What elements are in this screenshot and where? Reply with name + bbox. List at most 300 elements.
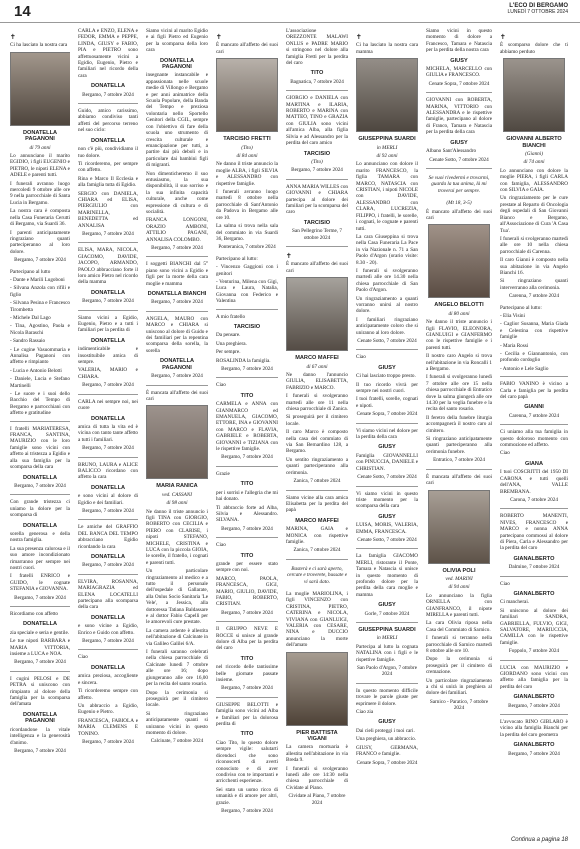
deceased-subtitle: (Tito) xyxy=(241,144,253,151)
deceased-name: GIANALBERTO xyxy=(513,555,555,562)
notice-text: Ciao xyxy=(500,450,510,457)
deceased-name: TARCISIO xyxy=(303,219,331,226)
deceased-name: DONATELLA xyxy=(22,522,58,529)
participant: - Lucia e Antonio Belotti xyxy=(10,367,62,374)
participant: - Dante e Marili Lugoboni xyxy=(10,276,65,283)
notice-text: Il nostro caro Angelo si trova nell'abitazione in via Roncalli 1 a Bergamo. xyxy=(426,353,492,372)
notice-text: FRANCESCA, FABIOLA e MARIA CLEMENS E TONINO. xyxy=(78,717,138,737)
notice-text: per i sorrisi e l'allegria che mi hai donato. xyxy=(216,489,278,503)
notice-date: Foppolo, 7 ottobre 2024 xyxy=(508,648,560,655)
notice-text: I fratelli MARIATERESA, FRANCA, SANTINA, MAURIZIO con le loro famiglie sono vicini con affetto ai tristezza a Egidio e alla sua famiglia per la scomparsa della cara xyxy=(10,425,70,471)
divider xyxy=(356,423,418,424)
divider xyxy=(426,168,492,169)
deceased-age: di 67 anni xyxy=(306,363,328,370)
notice-intro: È mancato all'affetto dei suoi cari xyxy=(426,208,492,221)
column-7 xyxy=(426,28,492,828)
notice-text: I familiari ringraziano anticipatamente coloro che si uniranno al loro dolore. xyxy=(356,316,418,336)
participant: - Le suore e i suoi dello Bacchio del Tempo di Bergamo e parrocchiani con affetto e gratitudine xyxy=(10,391,70,417)
notice-date: Bergamo, 7 ottobre 2024 xyxy=(221,807,273,814)
deceased-name: GIUSEPPINA SUARDI xyxy=(358,136,416,143)
notice-text: FABIO VANINO è vicino a Carla e famiglia per la perdita del caro papà xyxy=(500,381,568,401)
notice-text: Lo annunciano con dolore la moglie PIERA, i figli CARLA con famiglia, ALESSANDRO con SILVIA e GAIA. xyxy=(500,167,568,194)
deceased-name: DONATELLA xyxy=(22,621,58,628)
notice-text: Siamo vicini in questo momento di dolore a Francesco, Tamara e Natascia per la perdita della nostra cara xyxy=(426,28,492,54)
notice-text: Ti abbraccio forte ad Alba, Silvia e Alessandro. SILVANA. xyxy=(216,504,278,524)
notice-date: Zanica, 7 ottobre 2024 xyxy=(293,547,341,554)
participant: - Antonio e Lele Saglio xyxy=(500,365,549,372)
divider xyxy=(286,490,348,491)
notice-text: Con grande tristezza ci uniamo la dolore per la scomparsa di xyxy=(10,499,70,519)
notice-text: Il caro Marco è composto nella casa del commiato di via San Bernardino 128, a Bergamo. xyxy=(286,429,348,455)
notice-text: I funerali si svolgeranno martedì alle ore 11 nella chiesa parrocchiale di Zanica. xyxy=(286,393,348,413)
notice-date: Cenate Sopra, 7 ottobre 2024 xyxy=(356,759,418,766)
notice-text: MICHELA, MARCELLO con GIULIA e FRANCESCO. xyxy=(426,66,492,79)
notice-text: Un ringraziamento a quanti vorranno unirsi al nostro dolore. xyxy=(356,295,418,315)
notice-text: I funerali avranno luogo mercoledì 9 ottobre alle ore 9 nella parrocchiale di Santa Lucia in Bergamo. xyxy=(10,180,70,206)
notice-text: Le amiche del GRAFFIO DEL BANCA DEL TEMPO abbracciano Egidio ricordando la cara xyxy=(78,524,138,550)
notice-text: Un particolare ringraziamento a chi si unirà in preghiera al dolore dei familiari. xyxy=(426,677,492,697)
publication-name: L'ECO DI BERGAMO xyxy=(509,3,568,9)
participant: - Daniele, Lucia e Stefano Martinelli xyxy=(10,376,70,389)
notice-date: Bergamo, 7 ottobre 2024 xyxy=(221,609,273,616)
divider xyxy=(356,486,418,487)
notice-text: amica di tutta la vita ed è vicina con tanto tante affetto a tutti i familiari. xyxy=(78,423,138,443)
divider xyxy=(356,683,418,684)
deceased-name: DONATELLA xyxy=(90,484,126,491)
notice-date: Bagnatica, 7 ottobre 2024 xyxy=(290,78,344,85)
notice-text: MARINA, GAIA e MONICA con rispettive famiglie. xyxy=(286,526,348,545)
notice-text: I soggetti BIANCHI dal 5° piano sono vicini a Egidio e figli per la morte della cara moglie e mamma xyxy=(146,261,208,287)
notice-text: Dopo la cerimonia si proseguirà per il cimitero locale. xyxy=(146,689,208,709)
notice-date: Bergamo, 7 ottobre 2024 xyxy=(82,507,134,514)
portrait-photo xyxy=(428,490,490,564)
participants-heading: Partecipano al lutto xyxy=(10,268,51,275)
deceased-name: GIANA xyxy=(524,460,544,467)
notice-text: Siamo vicine alla cara amica Elisabetta per la perdita del papà xyxy=(286,494,348,514)
participant: - Le cugine Vasuommaria e Annalisa Paganoni con affetto e rimpianto xyxy=(10,346,70,366)
notice-text: I parenti anticipatamente ringraziano quanti parteciperanno al loro dolore. xyxy=(10,229,70,255)
cross-icon: ✝ xyxy=(10,33,16,41)
deceased-name: DONATELLA BIANCHI xyxy=(147,291,207,298)
notice-text: I funerali si svolgeranno martedì alle ore 14.30 nella chiesa parrocchiale di San Paolo d'Argon. xyxy=(356,267,418,294)
notice-text: Ne danno il triste annuncio la moglie ALBA, i figli SILVIA e ALESSANDRO con rispettive famiglie. xyxy=(216,161,278,187)
quote-text: Se vuoi rivedermi e trovarmi, guarda la tua anima, là mi troverai per sempre. xyxy=(428,174,490,194)
notice-text: ricordandone la vitale intelligenza e la generosità d'animo. xyxy=(10,726,70,746)
participant: - Tina, Agostino, Paola e Nicola Baraschi xyxy=(10,323,70,336)
notice-text: ELVIRA, ROSANNA, MARIAGRAZIA ed ELENA LOCATELLI partecipano alla scomparsa della cara xyxy=(78,578,138,611)
deceased-subtitle: in MERLI xyxy=(376,635,398,642)
divider xyxy=(500,576,568,577)
notice-date: Cenate Sotto, 7 ottobre 2024 xyxy=(357,338,417,344)
notice-text: e sono vicini al dolore di Egidio e dei familiari. xyxy=(78,493,138,506)
divider xyxy=(78,103,138,104)
notice-text: Ciao xyxy=(216,542,226,549)
notice-date: Bergamo, 7 ottobre 2024 xyxy=(82,298,134,305)
deceased-name: DONATELLA xyxy=(90,83,126,90)
deceased-name: GIUSY xyxy=(378,602,396,609)
notice-text: I cugini PELOSI e DE PETRA si uniscono con rimpianto al dolore della famiglia per la scomparsa dell'amata xyxy=(10,675,70,708)
notice-date: Cenate Sotto, 7 ottobre 2024 xyxy=(357,536,417,543)
notice-text: Ciao xyxy=(356,354,366,361)
notice-text: SERGIO con DANIELA, CHIARA ed ELISA, PIERGIULIO con MARINELLA, BENEDETTA ed ANNALISA xyxy=(78,190,138,229)
notice-date: Entratico, 7 ottobre 2024 xyxy=(433,457,485,464)
deceased-age: di 94 anni xyxy=(448,584,470,591)
notice-date: Gorle, 7 ottobre 2024 xyxy=(364,610,410,617)
notice-text: Il tuo ricordo vivrà per sempre nei nostri cuori. xyxy=(356,381,418,395)
notice-text: Si proseguirà per il cimitero locale. xyxy=(286,414,348,427)
notice-text: Il GRUPPO NEVE E ROCCE si unisce al grande dolore di Alba per la perdita del caro xyxy=(216,626,278,652)
notice-date: San Pellegrino Terme, 7 ottobre 2024 xyxy=(292,228,342,241)
notice-intro: È scomparso dolore che ti abbiamo perduto xyxy=(500,42,568,55)
participant: - Caglior Susanna, Maria Giada e Celestina con rispettive famiglie xyxy=(500,321,568,341)
deceased-name: GIANALBERTO xyxy=(513,590,555,597)
notice-text: Lo annunciano con dolore il marito FRANCESCO, la figlia TAMARA con MARCO, NATASCIA con CRISTIAN, i nipoti NICOLE con DAVIDE, ALESSANDRO con CLARA, LUCREZIA, FILIPPO, i fratelli, le sorelle, i cognati, le cognate e parenti tutti. xyxy=(356,161,418,232)
divider xyxy=(10,421,70,422)
notice-text: Le tue nipoti BARBARA e MARIA VITTORIA, insieme a LUCA e NOA. xyxy=(10,638,70,658)
deceased-name: GIANALBERTO xyxy=(513,742,555,749)
notice-text: amica preziosa, accogliente e sincera. xyxy=(78,673,138,686)
notice-text: CARMELA e ANNA con GIANMARCO ed EMANUELA, GIACOMO, ETTORE, INA e GIOVANNI con MARCO e FLAVIA, GABRIELE e ROBERTA, GIOVANNI e TIZIANA con le rispettive famiglie. xyxy=(216,401,278,453)
notice-intro: È mancata all'affetto dei suoi cari xyxy=(146,389,208,402)
notice-text: insegnante instancabile e appassionata nelle scuole medie di Villongo e Bergamo e per anni animatrice della Scuola Popolare, della Banda del Tempo e preziosa volontaria nello Sportello Genitori della CGIL, sempre con l'obiettivo di fare della scuola uno strumento di crescita culturale e emancipazione per tutti, a partire dai più deboli e in particolare dai bambini figli di migranti. xyxy=(146,72,208,169)
notice-text: La cara Olivia riposa nella Casa del Commiato di Sarnico. xyxy=(426,620,492,633)
notice-text: CARLA nei sempre noi, nei cuore xyxy=(78,398,138,412)
notice-text: Un ringraziamento per le cure prestate al Reparto di Oncologia degli ospedali di San Giovanni Bianco e Bergamo, all'Associazione di Cura 'A Casa Tua'. xyxy=(500,195,568,234)
deceased-age: di 74 anni xyxy=(523,159,545,166)
quote-text: Basterà e ci sarà aperto, cercate e troverete, bussate e vi sarà dato. xyxy=(286,565,348,585)
notice-text: Per sempre. xyxy=(216,349,241,356)
divider xyxy=(356,622,418,623)
divider xyxy=(146,256,208,257)
deceased-name: GIUSY xyxy=(450,139,468,146)
notice-text: La salma si trova nella sala del commiato in via Suardi 36, Bergamo. xyxy=(216,223,278,242)
divider xyxy=(356,548,418,549)
notice-text: e sono vicine a Egidio, Enrico e Guido con affetto. xyxy=(78,623,138,636)
divider xyxy=(216,621,278,622)
deceased-name: GIOVANNI ALBERTO BIANCHI xyxy=(506,136,562,149)
deceased-name: TITO xyxy=(240,392,254,399)
divider xyxy=(146,385,208,386)
deceased-name: TARCISIO xyxy=(233,323,261,330)
column-3 xyxy=(146,28,208,828)
notice-text: L'avvocato RINO GIBLARO è vicino alla famiglia Bianchi per la perdita del caro geometra xyxy=(500,719,568,738)
notice-text: VALERIA, MARIO e CHIARA. xyxy=(78,367,138,380)
notice-date: Bergamo, 7 ottobre 2024 xyxy=(221,525,273,532)
notice-text: Dopo la cerimonia si proseguirà per il cimitero di cremazione. xyxy=(426,656,492,676)
notice-text: nel ricordo delle tantissime belle giornate passate insieme. xyxy=(216,664,278,684)
deceased-name: MARIA RANICA xyxy=(156,483,198,490)
column-4 xyxy=(216,28,278,828)
portrait-photo xyxy=(286,277,348,351)
notice-text: La cara Giuseppina si trova nella Casa Funeraria La Pace in via Nazionale n. 71 a San Paolo d'Argon (orario visite: 8.30 - 20). xyxy=(356,233,418,266)
divider xyxy=(500,376,568,377)
notice-text: Lo annunciano la figlia ORNELLA con GIANFRANCO, il nipote MIRELLA e parenti tutti. xyxy=(426,592,492,618)
notice-text: sorella generosa e della nostra famiglia. xyxy=(10,530,70,544)
notice-text: La sua presenza calorosa e il suo amore incondizionato rimarranno per sempre nei nostri cuori. xyxy=(10,545,70,571)
notice-text: La moglie MARIOLINA, i figli VINCENZO con CRISTINA, PIETRO, CATERINA e NICOLA, VIVIANA con GIANLUIGI, VALERIA con CESARE, NINA e DUCCIO annunciano la morte dell'amato xyxy=(286,590,348,649)
deceased-name: TITO xyxy=(310,70,324,77)
notice-text: Ci uniamo alla tua famiglia in questo doloroso momento con commozione ed affetto. xyxy=(500,429,568,449)
notice-text: Non dimenticheremo il suo entusiasmo, la sua disponibilità, il suo sorriso e la sua infinita capacità culturale, anche come espressione di cultura e di socialità. xyxy=(146,170,208,215)
deceased-name: GIUSY xyxy=(378,719,396,726)
divider xyxy=(78,394,138,395)
portrait-photo xyxy=(503,58,565,132)
divider xyxy=(78,519,138,520)
deceased-age: di 98 anni xyxy=(166,500,188,507)
notice-date: Carona, 7 ottobre 2024 xyxy=(510,496,558,503)
notice-date: Cenate Sopra, 7 ottobre 2024 xyxy=(428,80,490,87)
notice-text: I funerali avranno luogo martedì 8 ottobre nella parrocchiale di Sant'Antonio da Padova in Bergamo alle ore 10. xyxy=(216,189,278,221)
notice-text: La camera mortuaria è allestita nell'abitazione in via Breda 9. xyxy=(286,744,348,764)
participants-heading: Partecipano al lutto: xyxy=(216,255,258,262)
notice-intro: Ci ha lasciato la nostra cara mamma xyxy=(356,42,418,55)
deceased-name: TITO xyxy=(240,655,254,662)
continue-note: Continua a pagina 18 xyxy=(510,837,568,843)
notice-date: Zanica, 7 ottobre 2024 xyxy=(293,478,341,485)
deceased-age: di 84 anni xyxy=(236,153,258,160)
notice-text: LUISA, MORIS, VALERIA, EMMA, FRANCESCA. xyxy=(356,522,418,535)
divider xyxy=(286,90,348,91)
notice-text: I funerali si svolgeranno lunedì 7 ottobre alle ore 15 nella chiesa parrocchiale di Entratico dove la salma giungerà alle ore 14.30 per la veglia funebre e la recita del santo rosario. xyxy=(426,374,492,413)
notice-text: indimenticabile e insostituibile amica di sempre. xyxy=(78,346,138,366)
column-8 xyxy=(500,28,568,828)
deceased-name: TITO xyxy=(240,552,254,559)
notice-text: I funerali si svolgeranno lunedì alle ore 14:30 nella chiesa parrocchiale di Cividate al Piano. xyxy=(286,765,348,791)
notice-date: Ponteranica, 7 ottobre 2024 xyxy=(218,244,276,251)
notice-date: Bergamo, 7 ottobre 2024 xyxy=(82,445,134,452)
deceased-subtitle: (Tito) xyxy=(311,158,323,165)
notice-date: Bergamo, 7 ottobre 2024 xyxy=(508,702,560,709)
notice-text: non c'è più, condividiamo il tuo dolore. xyxy=(78,146,138,159)
notice-date: Bergamo, 7 ottobre 2024 xyxy=(14,594,66,601)
publication-info xyxy=(508,3,569,15)
notice-text: Il caro Gianni è composto nella sua abitazione in via Angelo Bianchi 16. xyxy=(500,257,568,276)
notice-text: Ciao zia xyxy=(356,709,374,716)
participant: - Elia Visini xyxy=(500,312,525,319)
notice-date: Bergamo, 7 ottobre 2024 xyxy=(82,562,134,569)
notice-text: Si ringraziano anticipatamente quanti si uniranno vicini in questo momento di dolore. xyxy=(146,710,208,736)
notice-text: Si ringraziano quanti interverranno alla cerimonia. xyxy=(500,278,568,291)
divider xyxy=(500,508,568,509)
notice-date: Cividate al Piano, 7 ottobre 2024 xyxy=(288,793,346,806)
notice-date: Bergamo, 7 ottobre 2024 xyxy=(151,245,203,251)
deceased-subtitle: in MERLI xyxy=(376,144,398,151)
deceased-name: GIANALBERTO xyxy=(513,694,555,701)
participant: - Vincenzo Gaggioni con i genitori xyxy=(216,264,278,277)
notice-text: ELISA, MARA, NICOLA, GIACOMO, DAVIDE, JACOPO, ARMANDO, PAOLO abbracciano forte il loro amico Pietro nel ricordo della mamma xyxy=(78,247,138,286)
notice-text: I funerali si svolgeranno martedì alle ore 10 nella chiesa parrocchiale di Carenna. xyxy=(500,235,568,255)
notice-text: GIUSEPPE BELOTTI e famiglia sono vicini ad Alba e familiari per la dolorosa perdita di xyxy=(216,701,278,728)
notice-text: CARLA e ENZO, ELENA e FEDOR, EMMA e PEPPE, LINDA, GIUSY e FABIO, PIA e PIETRO sono affettuosamente vicini a Egidio, Eugenio, Pietro e familiari nel ricordo della cara xyxy=(78,28,138,79)
deceased-name: DONATELLA xyxy=(90,289,126,296)
column-2 xyxy=(78,28,138,828)
divider xyxy=(10,671,70,672)
deceased-age: di 79 anni xyxy=(29,144,51,151)
notice-text: Ne danno il triste annuncio i figli FLAVIO, ELEONORA, GIANLUIGI e GIANFERMO con le rispettive famiglie e i parenti tutti. xyxy=(426,319,492,351)
deceased-name: PIER BATTISTA VIGANI xyxy=(296,729,338,743)
notice-text: Siamo vicini a Egidio, Eugenio, Pietro e a tutti i familiari per la perdita di xyxy=(78,314,138,334)
column-5 xyxy=(286,28,348,828)
notice-text: Partecipa al lutto la cognata NATALINA con i figli e le rispettive famiglie. xyxy=(356,643,418,663)
deceased-name: MARCO MAFFEI xyxy=(295,517,339,524)
notice-text: Ciao Tito, lo questo dolore sempre vigile: salutarti dicendoci che sono riconoscerti di averti conosciuto e di aver condiviso con te importanti e arricchenti esperienze. xyxy=(216,739,278,785)
deceased-age: di 92 anni xyxy=(376,153,398,160)
notice-text: Sei stato un uomo ricco di umanità e di amore per altri, grazie. xyxy=(216,786,278,806)
notice-text: Ti ricorderemo, per sempre con affetto. xyxy=(78,160,138,174)
notice-text: Un particolare ringraziamento al medico e a tutto il personale dell'ospedale di Gallarate, alla Onlus Socio Sanitaria 'Le Vele', a Jessica, alla dottoressa Tatiana Baldassare e al dottor Fabio Capelli per le amorevoli cure prestate. xyxy=(146,568,208,626)
notice-text: Da pensare. xyxy=(216,332,241,339)
notice-date: Bergamo, 7 ottobre 2024 xyxy=(14,747,66,754)
notice-date: Cenate Sotto, 7 ottobre 2024 xyxy=(429,156,489,163)
notice-date: Cenate Sotto, 7 ottobre 2024 xyxy=(357,474,417,481)
notice-text: I tuoi fratelli, sorelle, cognati e nipoti. xyxy=(356,396,418,409)
notice-text: Un abbraccio a Egidio, Eugenio e Pietro. xyxy=(78,702,138,716)
notice-date: Bergamo, 7 ottobre 2024 xyxy=(82,738,134,745)
notice-text: Si ringraziano anticipatamente quanti parteciperanno alla cerimonia funebre. xyxy=(426,436,492,455)
deceased-name: DONATELLA xyxy=(90,137,126,144)
notice-text: Ricordiamo con affetto xyxy=(10,611,59,617)
deceased-name: GIUSY xyxy=(450,57,468,64)
notice-date: Bergamo, 7 ottobre 2024 xyxy=(82,638,134,645)
notice-text: GIUSY, GERMANA, FRANCO e famiglie. xyxy=(356,744,418,758)
divider xyxy=(356,349,418,350)
divider xyxy=(10,494,70,495)
participant: - Sandro Rassaio xyxy=(10,338,46,345)
notice-date: Bergamo, 7 ottobre 2024 xyxy=(151,299,203,306)
notice-text: La nostra cara è composta nella Casa Funeraria Cerutti di Bergamo, via Suardi 36. xyxy=(10,208,70,228)
divider xyxy=(286,179,348,180)
notice-date: Bergamo, 7 ottobre 2024 xyxy=(508,750,560,757)
divider xyxy=(216,309,278,310)
notice-text: GIOVANNI con ROBERTA, MARINA, VITTORIO con ALESSANDRA e le rispettive famiglie, partecipano al dolore di Franco, Tamara e Natascia per la perdita della cara xyxy=(426,97,492,136)
notice-text: L'associazione OREZZONTE MALAWI ONLUS e PADRE MARIO si stringono nel dolore alla famiglia Fretti per la perdita del caro xyxy=(286,28,348,67)
deceased-name: TARCISIO FRETTI xyxy=(223,136,271,143)
divider xyxy=(286,246,348,247)
participant: - Cecilia e Giannantonio, con profondo cordoglio xyxy=(500,351,568,364)
deceased-name: GIUSY xyxy=(378,513,396,520)
notice-date: Bergamo, 7 ottobre 2024 xyxy=(14,257,66,264)
notice-intro: È mancato all'affetto dei suoi cari xyxy=(286,261,348,274)
notice-text: Rina e Marco Il Ecclesìa e alla famiglia tutta di Egidio. xyxy=(78,175,138,189)
notice-text: Ciao xyxy=(216,382,226,389)
cross-icon: ✝ xyxy=(286,251,292,260)
portrait-photo xyxy=(216,58,278,132)
participants-heading: Partecipano al lutto: xyxy=(500,304,542,311)
participant: - Silvana Pesina e Francesco Tirombetta xyxy=(10,300,70,313)
deceased-name: DONATELLA xyxy=(90,554,126,560)
notice-text: Ne danno l'annuncio GIULIA, ELISABETTA, FABRIZIO e MARCO. xyxy=(286,372,348,391)
notice-date: Bergamo, 7 ottobre 2024 xyxy=(82,382,134,389)
notice-date: Bergamo, 7 ottobre 2024 xyxy=(291,167,343,174)
column-6 xyxy=(356,28,418,828)
notice-date: Bergamo, 7 ottobre 2024 xyxy=(82,91,134,98)
notice-date: San Paolo d'Argon, 7 ottobre 2024 xyxy=(356,665,418,678)
notice-text: zia speciale e seria e gentile. xyxy=(10,629,70,636)
portrait-photo xyxy=(286,652,348,726)
notice-intro: È mancata all'affetto dei suoi cari xyxy=(426,473,492,487)
notice-text: La famiglia GIACOMO MERLI, ristorante il Ponte, Tamara e Natascia si unisce in questo momento di profondo dolore per la perdita della cara moglie e mamma xyxy=(356,553,418,598)
notice-intro: Ci ha lasciato la nostra cara xyxy=(10,42,68,49)
divider xyxy=(78,242,138,243)
deceased-name: OLIVIA POLI xyxy=(442,567,476,574)
divider xyxy=(216,537,278,538)
notice-date: Bergamo, 7 ottobre 2024 xyxy=(221,454,273,461)
notice-text: ANNA MARIA WILLES con GIOVANNI e CHIARA partecipa al dolore dei familiari per la scomparsa del caro xyxy=(286,183,348,216)
notice-text: ROSALINDA la famiglia. xyxy=(216,357,271,364)
deceased-name: DONATELLA xyxy=(90,614,126,621)
deceased-age: di 80 anni xyxy=(448,310,470,317)
notice-text: Lo annunciano il marito EGIDIO, i figli EUGENIO e PIETRO, le nipoti ELENA e ADELE e parenti tutti. xyxy=(10,153,70,179)
participant: - Venturina, Milena con Gigi, Luca e Laura, Natalia, Giovanna con Federico e Valentina xyxy=(216,278,278,305)
divider xyxy=(500,424,568,425)
notice-text: BRUNO, LAURA e ALICE BALICCO ricordano con affetto la cara xyxy=(78,461,138,481)
notice-text: Ti ricorderemo sempre con affetto. xyxy=(78,688,138,701)
notice-text: Dai cieli proteggi i tuoi cari. xyxy=(356,727,415,734)
divider xyxy=(10,606,70,607)
deceased-name: DONATELLA PAGANONI xyxy=(159,57,195,71)
deceased-name: TARCISIO xyxy=(303,150,331,157)
notice-text: GIORGIO e DANIELA con MARTINA e ILARIA, ROBERTO e MARINA con MATTEO, TINO e GRAZIA con GIULIA sono vicini all'amica Alba, alla figlia Silvia e ad Alessandro per la perdita del caro amico xyxy=(286,95,348,147)
deceased-name: GIUSY xyxy=(378,444,396,451)
divider xyxy=(426,469,492,470)
notice-text: Vi siamo vicini in questo triste momento per la scomparsa della cara xyxy=(356,490,418,510)
notice-text: Vi siamo vicini nel dolore per la perdita della cara xyxy=(356,427,418,441)
divider xyxy=(146,311,208,312)
notice-text: Il feretro della funebre liturgia accompagnerà il nostro caro al cimitero. xyxy=(426,414,492,434)
notice-text: I funerali si terranno nella parrocchiale di Sarnico martedì 8 ottobre alle ore 10. xyxy=(426,635,492,654)
deceased-name: DONATELLA xyxy=(90,337,126,344)
notice-text: Famiglia GIOVANNELLI con PINUCCIA, DANIELE e CHRISTIAN. xyxy=(356,452,418,472)
notice-text: Ciao xyxy=(500,580,510,587)
divider xyxy=(216,466,278,467)
deceased-name: MARCO MAFFEI xyxy=(295,355,339,362)
deceased-subtitle: (Gianni) xyxy=(525,151,543,158)
deceased-subtitle: ved. CASSANI xyxy=(162,491,192,498)
notice-text: La camera ardente è allestita nell'abitazione di Calcinate in via Galileo Galilei 6/A. xyxy=(146,627,208,647)
divider xyxy=(286,559,348,560)
notice-text: Albano Sant'Alessandro xyxy=(426,148,477,155)
column-1 xyxy=(10,28,70,828)
divider xyxy=(216,697,278,698)
notice-text: Ci mancherai. xyxy=(500,599,530,606)
notice-text: Guido, amico carissimo, abbiamo condiviso tanti affetti del percorso terreno nel suo ciclo: xyxy=(78,108,138,134)
notice-date: Carenna, 7 ottobre 2024 xyxy=(508,293,560,300)
deceased-name: TITO xyxy=(240,481,254,488)
deceased-name: GIUSEPPINA SUARDI xyxy=(358,627,416,633)
deceased-name: DONATELLA xyxy=(22,474,58,481)
divider xyxy=(500,660,568,661)
notice-text: Ne danno il triste annuncio i figli TINA con GIORGIO, ROBERTO con CECILIA e PIERO con CLARISE, i nipoti STEFANO, MICHELE, CRISTINA e LUCA con la piccola GIOIA, le sorelle, il fratello, i cognati e parenti tutti. xyxy=(146,508,208,566)
notice-text: LUCIA con MAURIZIO e GIORDANO sono vicini con affetto alla famiglia per la perdita del caro xyxy=(500,664,568,690)
divider xyxy=(78,457,138,458)
participant: - Maria Rossi xyxy=(500,342,529,349)
deceased-name: GIANNI xyxy=(524,404,544,411)
cross-icon: ✝ xyxy=(356,33,362,41)
notice-intro: È mancato all'affetto dei suoi cari xyxy=(216,42,278,55)
notice-text: Si uniscono al dolore dei familiari SANDRA, GABRIELLA, FULVIO, GIGI, SALVATORE, MARIUCCIA, CAMILLA con le rispettive famiglie. xyxy=(500,607,568,646)
notice-date: Bergamo, 7 ottobre 2024 xyxy=(14,482,66,489)
notice-text: Ciao xyxy=(78,654,88,661)
divider xyxy=(78,649,138,650)
quote-reference: (Mt 18, 3-5) xyxy=(446,200,472,207)
deceased-name: GIUSY xyxy=(378,364,396,371)
notice-text: I fratelli ENRICO e GUIDO, le cognate STEFANIA e GIOVANNA. xyxy=(10,573,70,593)
deceased-subtitle: ved. MARINI xyxy=(445,575,473,582)
notice-text: I tuoi COSCRITTI del 1950 DI CARONA e tutti quelli dell'ANA, VALLE BREMBANA. xyxy=(500,469,568,495)
notice-text: Un sentito ringraziamento a quanti parteciperanno alla cerimonia. xyxy=(286,456,348,476)
notice-date: Bergamo, 7 ottobre 2024 xyxy=(14,659,66,666)
notice-text: In questo momento difficile trovare le parole giuste per esprimere il dolore. xyxy=(356,687,418,707)
